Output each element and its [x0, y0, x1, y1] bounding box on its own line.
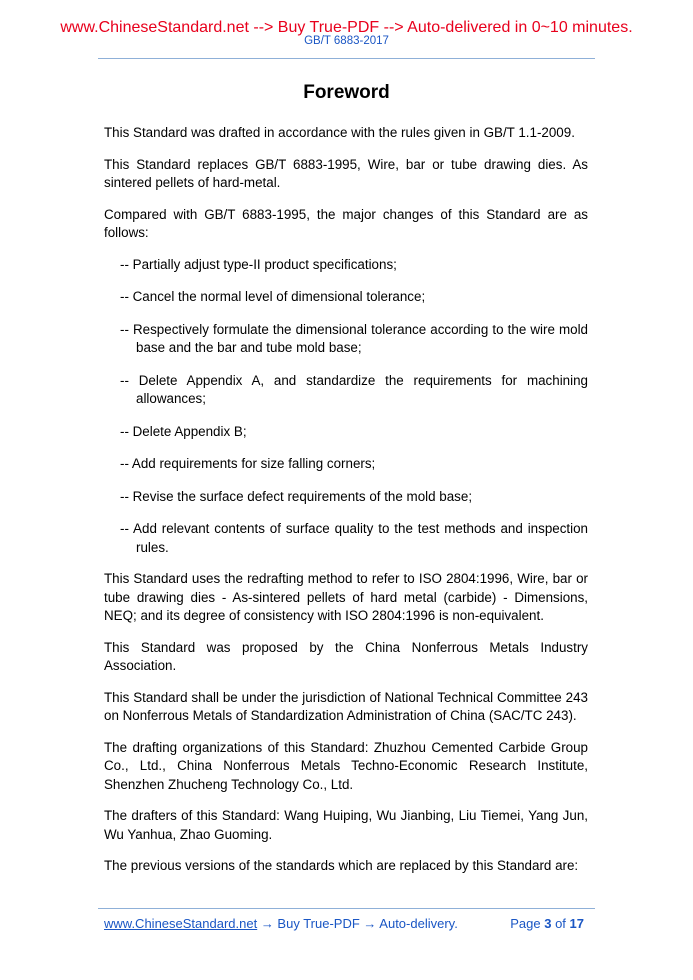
- site-banner: www.ChineseStandard.net --> Buy True-PDF --> Auto-delivered in 0~10 minutes.: [60, 19, 633, 36]
- paragraph: This Standard replaces GB/T 6883-1995, Wire, bar or tube drawing dies. As sintered pellets of hard-metal.: [104, 156, 588, 190]
- list-item: -- Respectively formulate the dimensional tolerance according to the wire mold base and the bar and tube mold base;: [120, 321, 588, 355]
- paragraph: The drafting organizations of this Standard: Zhuzhou Cemented Carbide Group Co., Ltd., China Nonferrous Metals Techno-Economic Research Institute, Shenzhen Zhucheng Technology Co., Ltd.: [104, 739, 588, 792]
- list-item: -- Delete Appendix A, and standardize the requirements for machining allowances;: [120, 372, 588, 406]
- header-divider: [98, 58, 595, 59]
- standard-code: GB/T 6883-2017: [304, 35, 389, 47]
- page-of: of: [555, 916, 566, 931]
- list-item: -- Partially adjust type-II product specifications;: [120, 256, 397, 272]
- paragraph: Compared with GB/T 6883-1995, the major changes of this Standard are as follows:: [104, 206, 588, 240]
- list-item: -- Delete Appendix B;: [120, 423, 247, 439]
- page-total: 17: [569, 916, 584, 931]
- document-body: [104, 124, 588, 889]
- site-link[interactable]: www.ChineseStandard.net: [104, 916, 258, 931]
- list-item: -- Add relevant contents of surface quality to the test methods and inspection rules.: [120, 521, 588, 555]
- changes-list: [104, 256, 588, 558]
- page-indicator: [510, 916, 584, 931]
- list-item: -- Add requirements for size falling corners;: [120, 456, 376, 471]
- paragraph: This Standard was drafted in accordance with the rules given in GB/T 1.1-2009.: [104, 125, 575, 140]
- footer-tagline: → Buy True-PDF → Auto-delivery.: [257, 916, 458, 931]
- footer-divider: [98, 908, 595, 909]
- paragraph: The drafters of this Standard: Wang Huiping, Wu Jianbing, Liu Tiemei, Yang Jun, Wu Yanhua, Zhao Guoming.: [104, 808, 588, 842]
- list-item: -- Cancel the normal level of dimensional tolerance;: [120, 289, 426, 304]
- paragraph: The previous versions of the standards which are replaced by this Standard are:: [104, 858, 579, 873]
- paragraph: This Standard was proposed by the China Nonferrous Metals Industry Association.: [104, 639, 588, 673]
- paragraph: This Standard uses the redrafting method to refer to ISO 2804:1996, Wire, bar or tube drawing dies - As-sintered pellets of hard metal (carbide) - Dimensions, NEQ; and its degree of consistency with ISO 2804:1996 is non-equivalent.: [104, 571, 588, 623]
- page-footer: [104, 916, 584, 931]
- page-number: 3: [544, 916, 552, 931]
- list-item: -- Revise the surface defect requirements of the mold base;: [120, 488, 473, 504]
- paragraph: This Standard shall be under the jurisdiction of National Technical Committee 243 on Nonferrous Metals of Standardization Administration of China (SAC/TC 243).: [104, 689, 588, 723]
- page-title: Foreword: [303, 82, 390, 103]
- page-label: Page: [510, 916, 541, 931]
